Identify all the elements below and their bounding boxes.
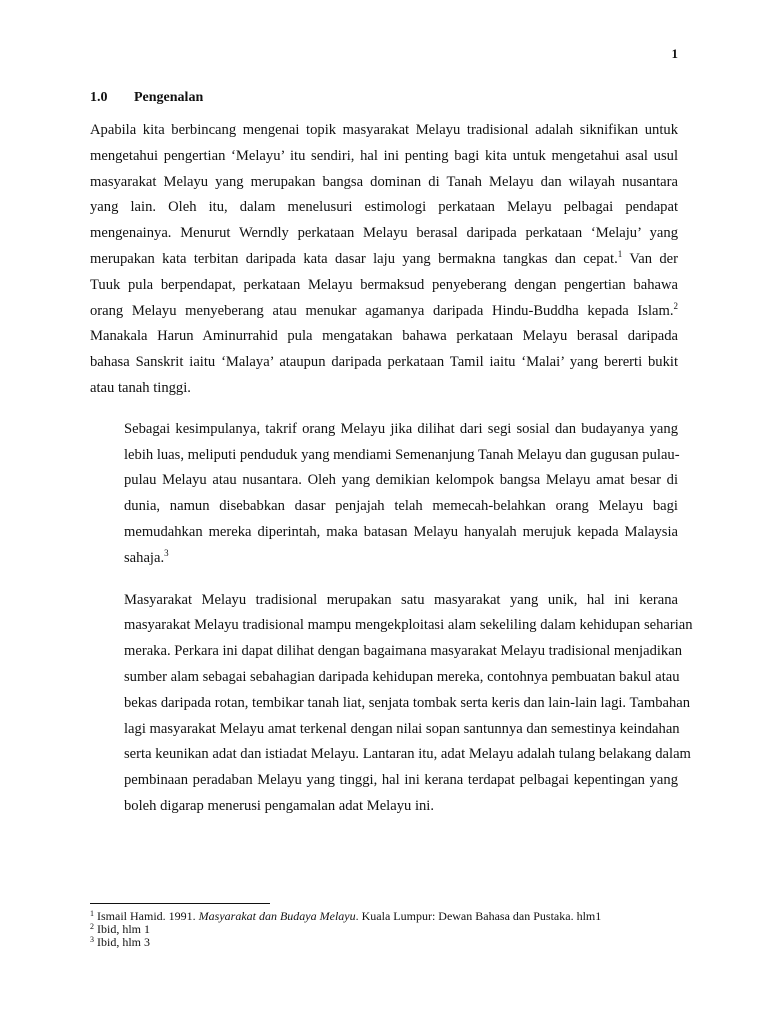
text-line: pulau Melayu atau nusantara. Oleh yang demikian kelompok bangsa Melayu amat besar di [124,472,678,489]
footnote-2 [90,923,690,936]
paragraph-1 [90,118,678,402]
text-line [90,546,678,572]
text-line: meraka. Perkara ini dapat dilihat dengan bagaimana masyarakat Melayu tradisional menjadikan [124,643,682,660]
text-line: yang lain. Oleh itu, dalam menelusuri estimologi perkataan Melayu pelbagai pendapat [90,199,678,216]
paragraph-2 [90,417,678,572]
text-line: masyarakat Melayu tradisional mampu mengekploitasi alam sekeliling dalam kehidupan seharian [124,617,693,634]
footnote-text: . Kuala Lumpur: Dewan Bahasa dan Pustaka. hlm1 [355,909,602,923]
footnote-ref-3[interactable]: 3 [164,547,169,558]
body-text [90,118,693,820]
text-segment: Van der [622,250,678,267]
text-line: Sebagai kesimpulanya, takrif orang Melayu jika dilihat dari segi sosial dan budayanya yang [124,420,678,437]
text-line: Tuuk pula berpendapat, perkataan Melayu bermaksud penyeberang dengan pengertian bahawa [90,276,678,293]
text-line: atau tanah tinggi. [90,379,191,396]
text-line: dunia, namun disebabkan dasar penjajah telah memecah-belahkan orang Melayu bagi [124,498,678,515]
page-number: 1 [671,46,678,61]
text-line: bahasa Sanskrit iaitu ‘Malaya’ ataupun daripada perkataan Tamil iaitu ‘Malai’ yang bererti bukit [90,354,678,371]
text-line: boleh digarap menerusi pengamalan adat Melayu ini. [124,797,435,814]
paragraph-3 [90,588,693,820]
text-segment: sahaja. [124,549,165,566]
text-line: masyarakat Melayu yang merupakan bangsa dominan di Tanah Melayu dan wilayah nusantara [90,173,678,190]
section-heading [90,90,203,106]
footnote-mark: 1 [90,909,94,918]
text-segment: merupakan kata terbitan daripada kata dasar laju yang bermakna tangkas dan cepat. [90,250,618,267]
footnote-3 [90,936,690,949]
text-line: Masyarakat Melayu tradisional merupakan satu masyarakat yang unik, hal ini kerana [124,591,678,608]
footnote-mark: 3 [90,935,94,944]
footnote-ref-2[interactable]: 2 [673,300,678,311]
footnote-1 [90,910,690,923]
text-line: lagi masyarakat Melayu amat terkenal dengan nilai sopan santunnya dan semestinya keindahan [124,720,680,737]
section-number: 1.0 [90,90,108,105]
footnote-text: Ibid, hlm 1 [97,922,150,936]
footnote-text: Ismail Hamid. 1991. [97,909,199,923]
footnotes [90,910,690,949]
footnote-divider [90,903,270,904]
text-line [90,299,678,325]
text-line: serta keunikan adat dan istiadat Melayu. Lantaran itu, adat Melayu adalah tulang belakang dalam [124,746,691,763]
text-line: mengenainya. Menurut Werndly perkataan Melayu berasal daripada perkataan ‘Melaju’ yang [90,225,678,242]
text-line: sumber alam sebagai sebahagian daripada kehidupan mereka, contohnya pembuatan bakul atau [124,668,680,685]
text-line: lebih luas, meliputi penduduk yang mendiami Semenanjung Tanah Melayu dan gugusan pulau- [124,446,680,463]
footnote-book-title: Masyarakat dan Budaya Melayu [198,909,356,923]
footnote-text: Ibid, hlm 3 [97,935,150,949]
text-line: memudahkan mereka diperintah, maka batasan Melayu hanyalah merujuk kepada Malaysia [124,523,678,540]
section-title: Pengenalan [134,90,204,105]
footnote-mark: 2 [90,922,94,931]
text-line: bekas daripada rotan, tembikar tanah liat, senjata tombak serta keris dan lain-lain lagi. Tambahan [124,694,691,711]
text-line: Manakala Harun Aminurrahid pula mengatakan bahawa perkataan Melayu berasal daripada [90,328,678,345]
footnote-ref-1[interactable]: 1 [617,248,623,259]
text-segment: orang Melayu menyeberang atau menukar agamanya daripada Hindu-Buddha kepada Islam. [90,302,674,319]
text-line: Apabila kita berbincang mengenai topik masyarakat Melayu tradisional adalah siknifikan untuk [90,122,678,138]
text-line [90,247,678,273]
text-line: pembinaan peradaban Melayu yang tinggi, hal ini kerana terdapat pelbagai kepentingan yang [124,772,678,789]
text-line: mengetahui pengertian ‘Melayu’ itu sendiri, hal ini penting bagi kita untuk mengetahui asal usul [90,147,678,164]
